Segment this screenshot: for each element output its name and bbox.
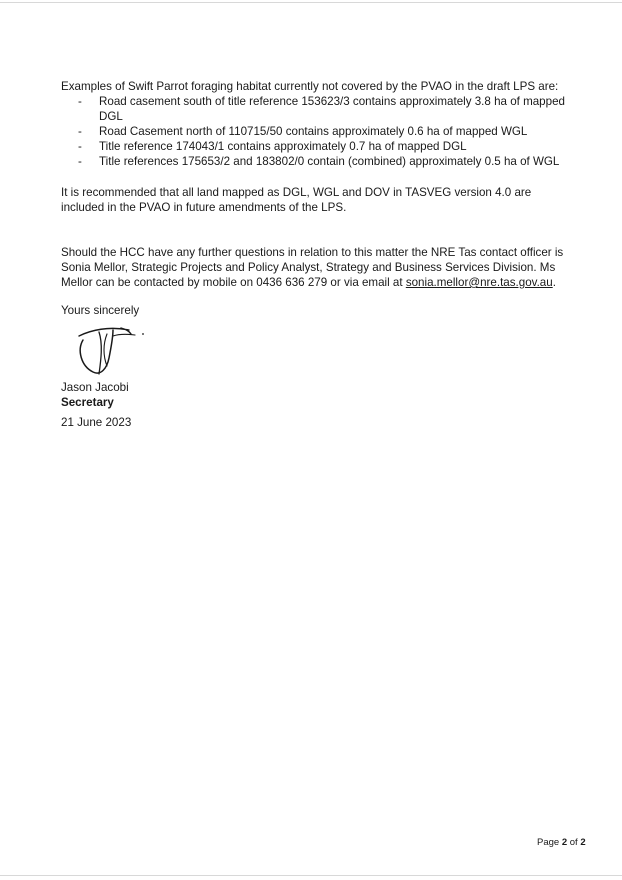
contact-text: Should the HCC have any further questions in relation to this matter the NRE Tas contact officer is Sonia Mellor, Strategic Projects and Policy Analyst, Strategy and Business Services Division. Ms Mellor can be contacted by mobile on 0436 636 279 or via email at: [61, 246, 564, 289]
list-item: [61, 154, 567, 169]
habitat-intro: Examples of Swift Parrot foraging habitat currently not covered by the PVAO in the draft LPS are:: [61, 80, 559, 93]
list-item-text: Road casement south of title reference 153623/3 contains approximately 3.8 ha of mapped DGL: [99, 95, 565, 123]
page-number: [537, 837, 586, 849]
bottom-divider: [0, 875, 622, 876]
list-item: [61, 124, 567, 139]
handwritten-signature: [73, 322, 153, 378]
contact-end: .: [552, 276, 556, 289]
letter-body: [61, 79, 567, 430]
page-current: 2: [561, 837, 568, 848]
bullet-marker: -: [78, 155, 82, 168]
page-of: of: [569, 837, 578, 848]
bullet-marker: -: [78, 140, 82, 153]
top-divider: [0, 2, 622, 3]
contact-email-link[interactable]: sonia.mellor@nre.tas.gov.au: [405, 276, 553, 289]
contact-paragraph: [61, 245, 567, 290]
list-item-text: Road Casement north of 110715/50 contains approximately 0.6 ha of mapped WGL: [99, 125, 528, 138]
letter-date: 21 June 2023: [61, 416, 132, 429]
recommendation-paragraph: It is recommended that all land mapped as DGL, WGL and DOV in TASVEG version 4.0 are included in the PVAO in future amendments of the LPS.: [61, 186, 532, 214]
closing-salutation: Yours sincerely: [61, 304, 140, 317]
bullet-marker: -: [78, 95, 82, 108]
page-total: 2: [580, 837, 586, 848]
page-word: Page: [537, 837, 560, 848]
list-item-text: Title reference 174043/1 contains approximately 0.7 ha of mapped DGL: [99, 140, 467, 153]
signer-name: Jason Jacobi: [61, 381, 129, 394]
bullet-marker: -: [78, 125, 82, 138]
list-item: [61, 94, 567, 124]
list-item: [61, 139, 567, 154]
habitat-list: [61, 94, 567, 169]
list-item-text: Title references 175653/2 and 183802/0 contain (combined) approximately 0.5 ha of WGL: [99, 155, 560, 168]
signer-title: Secretary: [61, 396, 114, 409]
